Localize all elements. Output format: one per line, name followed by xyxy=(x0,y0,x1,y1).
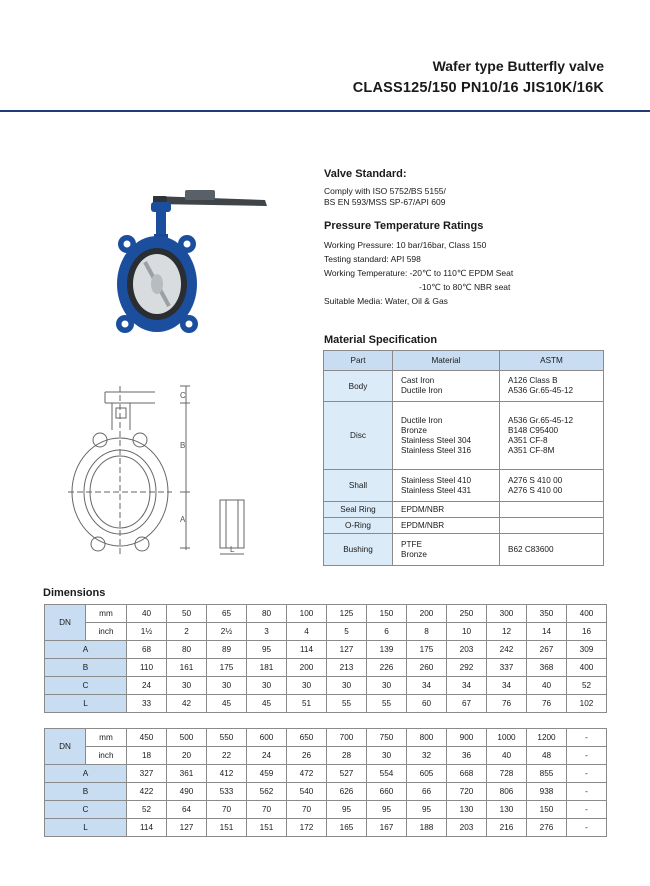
valve-standard-line: BS EN 593/MSS SP-67/API 609 xyxy=(324,197,446,207)
material-part-cell: Body xyxy=(324,371,393,402)
col-part: Part xyxy=(324,351,393,371)
dim-cell: 150 xyxy=(527,801,567,819)
material-row xyxy=(324,371,604,402)
dim-cell: 368 xyxy=(527,659,567,677)
dim-label-c: C xyxy=(180,391,186,400)
dim-cell: 52 xyxy=(127,801,167,819)
valve-standard-line: Comply with ISO 5752/BS 5155/ xyxy=(324,186,446,196)
dim-row-label: B xyxy=(45,659,127,677)
material-material-cell: Cast Iron Ductile Iron xyxy=(393,371,500,402)
dim-row xyxy=(45,677,607,695)
material-material-cell: PTFE Bronze xyxy=(393,534,500,566)
dim-row-label: B xyxy=(45,783,127,801)
material-row xyxy=(324,518,604,534)
dim-label-a: A xyxy=(180,515,186,524)
testing-standard: Testing standard: API 598 xyxy=(324,254,421,264)
dim-row xyxy=(45,765,607,783)
dim-cell: 33 xyxy=(127,695,167,713)
col-material: Material xyxy=(393,351,500,371)
unit-inch: inch xyxy=(86,747,127,765)
material-part-cell: O-Ring xyxy=(324,518,393,534)
material-material-cell: Ductile Iron Bronze Stainless Steel 304 Stainless Steel 316 xyxy=(393,402,500,470)
material-part-cell: Seal Ring xyxy=(324,502,393,518)
dim-cell: 20 xyxy=(167,747,207,765)
dim-cell: 10 xyxy=(447,623,487,641)
dim-cell: 139 xyxy=(367,641,407,659)
dim-cell: 5 xyxy=(327,623,367,641)
material-part-cell: Bushing xyxy=(324,534,393,566)
dim-cell: 95 xyxy=(327,801,367,819)
dim-cell: 32 xyxy=(407,747,447,765)
dim-cell: 203 xyxy=(447,819,487,837)
dim-row-label: C xyxy=(45,677,127,695)
dim-cell: 203 xyxy=(447,641,487,659)
dim-cell: 600 xyxy=(247,729,287,747)
dimensions-table-1 xyxy=(44,604,607,713)
dim-cell: 52 xyxy=(567,677,607,695)
dim-cell: 3 xyxy=(247,623,287,641)
dim-label-l: L xyxy=(230,545,235,554)
dim-cell: 361 xyxy=(167,765,207,783)
dim-cell: 65 xyxy=(207,605,247,623)
pressure-ratings-heading: Pressure Temperature Ratings xyxy=(324,220,484,232)
dim-cell: 100 xyxy=(287,605,327,623)
material-table xyxy=(323,350,604,566)
dim-cell: 250 xyxy=(447,605,487,623)
dim-cell: 181 xyxy=(247,659,287,677)
dim-cell: 200 xyxy=(287,659,327,677)
dim-cell: 750 xyxy=(367,729,407,747)
dim-cell: 668 xyxy=(447,765,487,783)
dim-row-label: L xyxy=(45,695,127,713)
dim-cell: 76 xyxy=(527,695,567,713)
dim-cell: 40 xyxy=(127,605,167,623)
class-line: CLASS125/150 PN10/16 JIS10K/16K xyxy=(352,80,604,96)
dim-cell: 350 xyxy=(527,605,567,623)
dim-cell: 45 xyxy=(207,695,247,713)
dim-cell: 70 xyxy=(247,801,287,819)
working-temperature: Working Temperature: -20℃ to 110℃ EPDM Seat xyxy=(324,268,514,278)
material-row xyxy=(324,402,604,470)
dim-cell: 28 xyxy=(327,747,367,765)
dim-cell: 267 xyxy=(527,641,567,659)
dim-cell: 490 xyxy=(167,783,207,801)
dim-cell: 64 xyxy=(167,801,207,819)
material-astm-cell: A276 S 410 00 A276 S 410 00 xyxy=(500,470,604,502)
dim-cell: - xyxy=(567,765,607,783)
dim-cell: - xyxy=(567,747,607,765)
working-temperature-nbr: -10℃ to 80℃ NBR seat xyxy=(419,282,511,292)
dim-cell: 1200 xyxy=(527,729,567,747)
dim-cell: 213 xyxy=(327,659,367,677)
dim-cell: 309 xyxy=(567,641,607,659)
dim-cell: 554 xyxy=(367,765,407,783)
dim-cell: 60 xyxy=(407,695,447,713)
dim-label-b: B xyxy=(180,441,186,450)
suitable-media: Suitable Media: Water, Oil & Gas xyxy=(324,296,448,306)
dim-cell: 855 xyxy=(527,765,567,783)
dim-cell: 26 xyxy=(287,747,327,765)
dim-cell: 114 xyxy=(287,641,327,659)
dim-cell: 605 xyxy=(407,765,447,783)
dim-cell: 242 xyxy=(487,641,527,659)
dim-cell: 800 xyxy=(407,729,447,747)
dim-row xyxy=(45,783,607,801)
dim-cell: 130 xyxy=(447,801,487,819)
butterfly-valve-image xyxy=(115,182,275,342)
working-pressure: Working Pressure: 10 bar/16bar, Class 150 xyxy=(324,240,487,250)
col-astm: ASTM xyxy=(500,351,604,371)
dim-row xyxy=(45,641,607,659)
dim-cell: 450 xyxy=(127,729,167,747)
dim-inch-row xyxy=(45,747,607,765)
dim-cell: 175 xyxy=(407,641,447,659)
dim-cell: 30 xyxy=(247,677,287,695)
dim-cell: 4 xyxy=(287,623,327,641)
dim-cell: 459 xyxy=(247,765,287,783)
dimensions-table-2 xyxy=(44,728,607,837)
dim-row-label: L xyxy=(45,819,127,837)
material-astm-cell xyxy=(500,518,604,534)
material-astm-cell: B62 C83600 xyxy=(500,534,604,566)
dim-cell: 151 xyxy=(247,819,287,837)
material-header-row xyxy=(324,351,604,371)
dim-cell: 161 xyxy=(167,659,207,677)
material-astm-cell: A536 Gr.65-45-12 B148 C95400 A351 CF-8 A351 CF-8M xyxy=(500,402,604,470)
dim-cell: 700 xyxy=(327,729,367,747)
material-material-cell: EPDM/NBR xyxy=(393,518,500,534)
dim-cell: 30 xyxy=(327,677,367,695)
dim-cell: 70 xyxy=(287,801,327,819)
dim-cell: 188 xyxy=(407,819,447,837)
dim-cell: 95 xyxy=(407,801,447,819)
unit-inch: inch xyxy=(86,623,127,641)
material-material-cell: Stainless Steel 410 Stainless Steel 431 xyxy=(393,470,500,502)
dim-cell: 626 xyxy=(327,783,367,801)
dim-cell: 89 xyxy=(207,641,247,659)
dim-cell: 55 xyxy=(327,695,367,713)
dim-cell: 167 xyxy=(367,819,407,837)
dn-label: DN xyxy=(45,605,86,641)
dim-cell: - xyxy=(567,729,607,747)
header-divider xyxy=(0,110,650,112)
dim-cell: 66 xyxy=(407,783,447,801)
valve-standard-heading: Valve Standard: xyxy=(324,168,407,180)
dim-cell: 30 xyxy=(207,677,247,695)
dim-cell: 34 xyxy=(447,677,487,695)
material-part-cell: Shall xyxy=(324,470,393,502)
dim-cell: 527 xyxy=(327,765,367,783)
dim-mm-row xyxy=(45,729,607,747)
dim-cell: 51 xyxy=(287,695,327,713)
dimension-drawing xyxy=(60,378,260,558)
dim-cell: 110 xyxy=(127,659,167,677)
dim-cell: 728 xyxy=(487,765,527,783)
dim-cell: 16 xyxy=(567,623,607,641)
spec-block xyxy=(324,168,624,308)
dim-cell: 34 xyxy=(407,677,447,695)
dim-cell: 276 xyxy=(527,819,567,837)
dim-cell: 720 xyxy=(447,783,487,801)
dim-cell: 127 xyxy=(167,819,207,837)
dim-cell: - xyxy=(567,819,607,837)
dim-cell: 2½ xyxy=(207,623,247,641)
dim-cell: 40 xyxy=(527,677,567,695)
dim-cell: 327 xyxy=(127,765,167,783)
dim-cell: 24 xyxy=(247,747,287,765)
dim-cell: 533 xyxy=(207,783,247,801)
dim-cell: 80 xyxy=(247,605,287,623)
material-material-cell: EPDM/NBR xyxy=(393,502,500,518)
dim-cell: - xyxy=(567,783,607,801)
dim-cell: 550 xyxy=(207,729,247,747)
dim-cell: 67 xyxy=(447,695,487,713)
dim-row-label: A xyxy=(45,765,127,783)
dim-cell: 1½ xyxy=(127,623,167,641)
material-row xyxy=(324,534,604,566)
dim-cell: 216 xyxy=(487,819,527,837)
dim-cell: 12 xyxy=(487,623,527,641)
dim-cell: 562 xyxy=(247,783,287,801)
dim-row xyxy=(45,695,607,713)
dim-cell: - xyxy=(567,801,607,819)
dim-cell: 2 xyxy=(167,623,207,641)
dim-cell: 806 xyxy=(487,783,527,801)
dim-cell: 422 xyxy=(127,783,167,801)
dim-cell: 8 xyxy=(407,623,447,641)
dim-cell: 127 xyxy=(327,641,367,659)
dim-cell: 6 xyxy=(367,623,407,641)
material-row xyxy=(324,502,604,518)
dim-cell: 68 xyxy=(127,641,167,659)
dim-cell: 34 xyxy=(487,677,527,695)
dim-cell: 151 xyxy=(207,819,247,837)
dim-cell: 76 xyxy=(487,695,527,713)
dim-cell: 102 xyxy=(567,695,607,713)
dim-cell: 400 xyxy=(567,605,607,623)
material-astm-cell: A126 Class B A536 Gr.65-45-12 xyxy=(500,371,604,402)
dim-cell: 1000 xyxy=(487,729,527,747)
dim-inch-row xyxy=(45,623,607,641)
dim-cell: 172 xyxy=(287,819,327,837)
dim-cell: 114 xyxy=(127,819,167,837)
dim-cell: 45 xyxy=(247,695,287,713)
dim-row xyxy=(45,801,607,819)
dim-cell: 165 xyxy=(327,819,367,837)
dim-cell: 95 xyxy=(247,641,287,659)
dim-cell: 175 xyxy=(207,659,247,677)
dim-cell: 650 xyxy=(287,729,327,747)
dim-cell: 130 xyxy=(487,801,527,819)
dn-label: DN xyxy=(45,729,86,765)
dim-cell: 660 xyxy=(367,783,407,801)
dim-cell: 260 xyxy=(407,659,447,677)
dim-row-label: A xyxy=(45,641,127,659)
material-spec-heading: Material Specification xyxy=(324,334,438,346)
dim-cell: 400 xyxy=(567,659,607,677)
material-astm-cell xyxy=(500,502,604,518)
unit-mm: mm xyxy=(86,605,127,623)
dim-cell: 30 xyxy=(287,677,327,695)
dim-cell: 18 xyxy=(127,747,167,765)
dim-cell: 22 xyxy=(207,747,247,765)
dim-row xyxy=(45,819,607,837)
dim-cell: 30 xyxy=(367,677,407,695)
dim-cell: 412 xyxy=(207,765,247,783)
dim-cell: 30 xyxy=(167,677,207,695)
dim-cell: 36 xyxy=(447,747,487,765)
dim-cell: 472 xyxy=(287,765,327,783)
dim-cell: 337 xyxy=(487,659,527,677)
dim-cell: 55 xyxy=(367,695,407,713)
dim-cell: 40 xyxy=(487,747,527,765)
page-title: Wafer type Butterfly valve xyxy=(432,58,604,74)
material-part-cell: Disc xyxy=(324,402,393,470)
dim-cell: 125 xyxy=(327,605,367,623)
dim-cell: 226 xyxy=(367,659,407,677)
dim-row-label: C xyxy=(45,801,127,819)
dim-cell: 50 xyxy=(167,605,207,623)
dim-cell: 900 xyxy=(447,729,487,747)
dim-cell: 500 xyxy=(167,729,207,747)
dim-row xyxy=(45,659,607,677)
dim-cell: 80 xyxy=(167,641,207,659)
dim-cell: 70 xyxy=(207,801,247,819)
dim-cell: 540 xyxy=(287,783,327,801)
dim-cell: 938 xyxy=(527,783,567,801)
dim-cell: 42 xyxy=(167,695,207,713)
dimensions-heading: Dimensions xyxy=(43,587,106,599)
dim-mm-row xyxy=(45,605,607,623)
material-row xyxy=(324,470,604,502)
dim-cell: 300 xyxy=(487,605,527,623)
dim-cell: 48 xyxy=(527,747,567,765)
dim-cell: 30 xyxy=(367,747,407,765)
unit-mm: mm xyxy=(86,729,127,747)
dim-cell: 14 xyxy=(527,623,567,641)
dim-cell: 95 xyxy=(367,801,407,819)
dim-cell: 150 xyxy=(367,605,407,623)
dim-cell: 200 xyxy=(407,605,447,623)
dim-cell: 24 xyxy=(127,677,167,695)
dim-cell: 292 xyxy=(447,659,487,677)
